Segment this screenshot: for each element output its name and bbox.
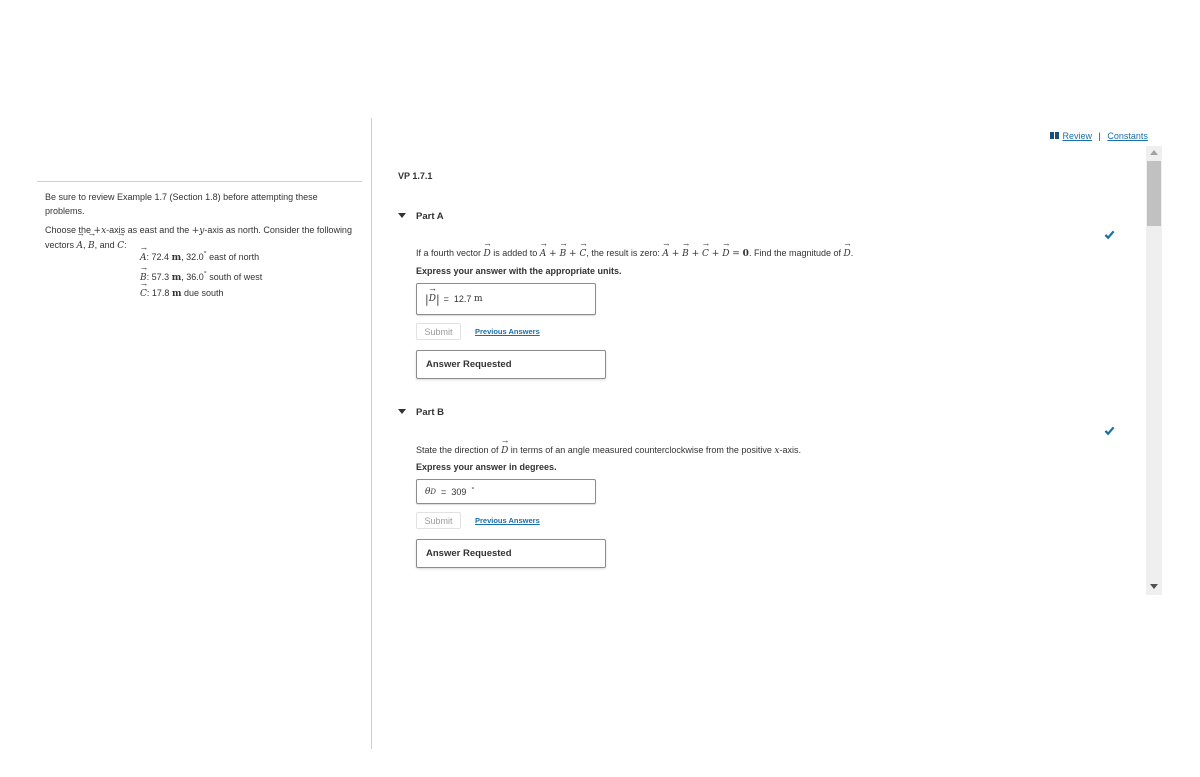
part-a-label: Part A bbox=[416, 211, 444, 222]
part-b-label: Part B bbox=[416, 407, 444, 418]
problem-intro bbox=[45, 190, 355, 258]
vector-b-item: → B: 57.3 m, 36.0° south of west bbox=[140, 269, 262, 289]
scroll-thumb[interactable] bbox=[1147, 161, 1161, 226]
scroll-down-arrow-icon[interactable] bbox=[1150, 584, 1158, 589]
link-separator: | bbox=[1098, 131, 1101, 141]
part-a-submit-button[interactable]: Submit bbox=[416, 323, 461, 340]
part-b-submit-button[interactable]: Submit bbox=[416, 512, 461, 529]
vertical-scrollbar[interactable] bbox=[1146, 146, 1162, 595]
checkmark-icon bbox=[1104, 425, 1115, 436]
part-a-answer-requested-box: Answer Requested bbox=[416, 350, 606, 379]
review-link[interactable]: Review bbox=[1062, 131, 1093, 141]
part-b-instruction: Express your answer in degrees. bbox=[416, 462, 557, 472]
part-b-answer-field[interactable]: θ D = 309 ° bbox=[416, 479, 596, 504]
checkmark-icon bbox=[1104, 229, 1115, 240]
part-a-answer-value: 12.7 bbox=[453, 294, 472, 304]
vector-a-item: → A: 72.4 m, 32.0° east of north bbox=[140, 249, 262, 269]
part-a-header[interactable] bbox=[398, 211, 444, 222]
part-b-answer-requested-box: Answer Requested bbox=[416, 539, 606, 568]
part-b-answer-value: 309 bbox=[451, 486, 467, 497]
part-a-previous-answers-link[interactable]: Previous Answers bbox=[475, 327, 540, 336]
axis-instruction: Choose the +x-axis as east and the +y-axis as north. Consider the following vectors → A, → B, and → C: bbox=[45, 223, 355, 253]
panel-divider bbox=[371, 118, 372, 749]
book-icon bbox=[1050, 132, 1060, 139]
part-b-header[interactable] bbox=[398, 407, 444, 418]
vector-list bbox=[140, 249, 262, 308]
part-b-answer-unit: ° bbox=[471, 485, 475, 494]
constants-link[interactable]: Constants bbox=[1107, 131, 1148, 141]
part-b-question: State the direction of → D in terms of an angle measured counterclockwise from the positive x-axis. bbox=[416, 445, 801, 456]
problem-title: VP 1.7.1 bbox=[398, 171, 433, 181]
part-a-instruction: Express your answer with the appropriate units. bbox=[416, 266, 622, 276]
part-b-previous-answers-link[interactable]: Previous Answers bbox=[475, 516, 540, 525]
scroll-up-arrow-icon[interactable] bbox=[1150, 150, 1158, 155]
collapse-caret-icon bbox=[398, 213, 406, 218]
part-a-answer-unit: m bbox=[473, 294, 483, 304]
vector-c-item: → C: 17.8 m due south bbox=[140, 288, 262, 308]
left-divider-line bbox=[37, 181, 362, 182]
part-a-question: If a fourth vector → D is added to → A + → B + → C, the result is zero: → A + → B + → C + → D = 0. Find the magnitude of → D. bbox=[416, 248, 853, 259]
collapse-caret-icon bbox=[398, 409, 406, 414]
review-instruction: Be sure to review Example 1.7 (Section 1.8) before attempting these problems. bbox=[45, 192, 318, 216]
part-a-answer-field[interactable]: | → D | = 12.7 m bbox=[416, 283, 596, 315]
header-links bbox=[1050, 131, 1148, 141]
